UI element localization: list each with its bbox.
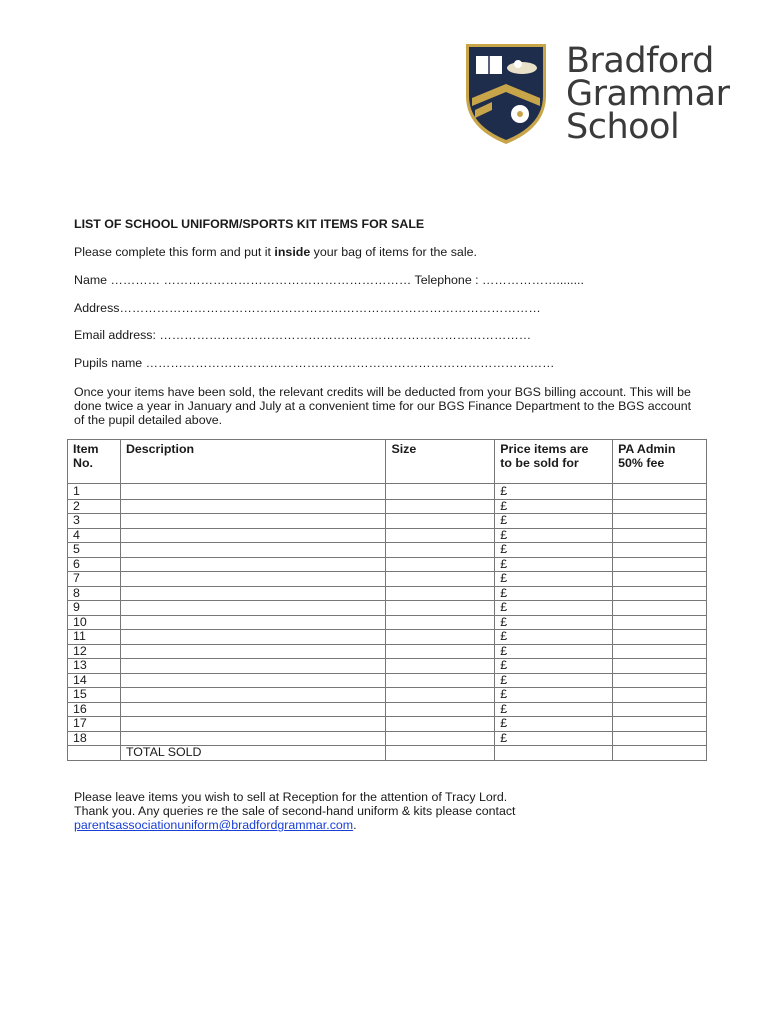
header-description: Description (120, 440, 386, 484)
crest-horn-icon (507, 62, 537, 74)
item-number-cell: 13 (68, 659, 121, 674)
description-cell[interactable] (120, 514, 386, 529)
price-cell[interactable]: £ (495, 688, 613, 703)
footer-line-2: Thank you. Any queries re the sale of second-hand uniform & kits please contact (74, 804, 516, 819)
price-cell[interactable]: £ (495, 615, 613, 630)
header-size: Size (386, 440, 495, 484)
description-cell[interactable] (120, 688, 386, 703)
header-admin-fee: PA Admin 50% fee (613, 440, 707, 484)
admin-fee-cell[interactable] (613, 528, 707, 543)
total-empty-cell (68, 746, 121, 761)
size-cell[interactable] (386, 630, 495, 645)
price-cell[interactable]: £ (495, 528, 613, 543)
description-cell[interactable] (120, 659, 386, 674)
table-row (68, 557, 707, 572)
form-instruction (74, 245, 477, 259)
contact-email-link[interactable]: parentsassociationuniform@bradfordgrammar.com (74, 818, 354, 833)
name-telephone-field[interactable]: Name ………… …………………………………………………… Telephone : ………………........ (74, 273, 584, 287)
price-cell[interactable]: £ (495, 673, 613, 688)
total-size-cell (386, 746, 495, 761)
admin-fee-cell[interactable] (613, 644, 707, 659)
item-number-cell: 2 (68, 499, 121, 514)
description-cell[interactable] (120, 673, 386, 688)
credit-note: Once your items have been sold, the relevant credits will be deducted from your BGS billing account. This will be done twice a year in January and July at a convenient time for our BGS Finance Department to the BGS account of the pupil detailed above. (74, 385, 692, 428)
admin-fee-cell[interactable] (613, 630, 707, 645)
item-number-cell: 14 (68, 673, 121, 688)
table-row (68, 543, 707, 558)
email-address-field[interactable]: Email address: ……………………………………………………………………………… (74, 328, 532, 342)
table-row (68, 731, 707, 746)
admin-fee-cell[interactable] (613, 688, 707, 703)
item-number-cell: 3 (68, 514, 121, 529)
item-number-cell: 10 (68, 615, 121, 630)
table-row (68, 601, 707, 616)
description-cell[interactable] (120, 644, 386, 659)
description-cell[interactable] (120, 615, 386, 630)
admin-fee-cell[interactable] (613, 557, 707, 572)
price-cell[interactable]: £ (495, 644, 613, 659)
description-cell[interactable] (120, 499, 386, 514)
brand-line-bradford: Bradford (566, 41, 714, 81)
item-number-cell: 16 (68, 702, 121, 717)
price-cell[interactable]: £ (495, 484, 613, 500)
footer-line-1: Please leave items you wish to sell at Reception for the attention of Tracy Lord. (74, 790, 508, 804)
admin-fee-cell[interactable] (613, 702, 707, 717)
admin-fee-cell[interactable] (613, 673, 707, 688)
price-cell[interactable]: £ (495, 630, 613, 645)
total-admin-cell (613, 746, 707, 761)
item-number-cell: 4 (68, 528, 121, 543)
table-row (68, 688, 707, 703)
price-cell[interactable]: £ (495, 731, 613, 746)
table-row (68, 484, 707, 500)
size-cell[interactable] (386, 644, 495, 659)
total-label-cell: TOTAL SOLD (120, 746, 386, 761)
table-row (68, 659, 707, 674)
price-cell[interactable]: £ (495, 514, 613, 529)
table-row (68, 644, 707, 659)
admin-fee-cell[interactable] (613, 514, 707, 529)
table-header-row (68, 440, 707, 484)
instruction-text-end: your bag of items for the sale. (310, 245, 477, 259)
size-cell[interactable] (386, 514, 495, 529)
price-cell[interactable]: £ (495, 702, 613, 717)
form-title: LIST OF SCHOOL UNIFORM/SPORTS KIT ITEMS FOR SALE (74, 217, 425, 231)
item-number-cell: 9 (68, 601, 121, 616)
admin-fee-cell[interactable] (613, 484, 707, 500)
item-number-cell: 1 (68, 484, 121, 500)
table-row (68, 630, 707, 645)
item-number-cell: 12 (68, 644, 121, 659)
size-cell[interactable] (386, 731, 495, 746)
table-row (68, 514, 707, 529)
table-row (68, 702, 707, 717)
table-row (68, 717, 707, 732)
price-cell[interactable]: £ (495, 543, 613, 558)
address-field[interactable]: Address………………………………………………………………………………………… (74, 301, 541, 315)
description-cell[interactable] (120, 528, 386, 543)
size-cell[interactable] (386, 702, 495, 717)
pupil-name-field[interactable]: Pupils name ……………………………………………………………………………………… (74, 356, 555, 370)
item-number-cell: 17 (68, 717, 121, 732)
item-number-cell: 7 (68, 572, 121, 587)
admin-fee-cell[interactable] (613, 659, 707, 674)
price-cell[interactable]: £ (495, 717, 613, 732)
price-cell[interactable]: £ (495, 586, 613, 601)
table-row (68, 499, 707, 514)
size-cell[interactable] (386, 572, 495, 587)
admin-fee-cell[interactable] (613, 731, 707, 746)
item-number-cell: 18 (68, 731, 121, 746)
item-number-cell: 5 (68, 543, 121, 558)
instruction-text: Please complete this form and put it (74, 245, 275, 259)
description-cell[interactable] (120, 484, 386, 500)
item-number-cell: 11 (68, 630, 121, 645)
size-cell[interactable] (386, 601, 495, 616)
admin-fee-cell[interactable] (613, 572, 707, 587)
description-cell[interactable] (120, 702, 386, 717)
admin-fee-cell[interactable] (613, 717, 707, 732)
size-cell[interactable] (386, 615, 495, 630)
description-cell[interactable] (120, 717, 386, 732)
admin-fee-cell[interactable] (613, 601, 707, 616)
size-cell[interactable] (386, 557, 495, 572)
size-cell[interactable] (386, 586, 495, 601)
total-price-cell (495, 746, 613, 761)
price-cell[interactable]: £ (495, 601, 613, 616)
description-cell[interactable] (120, 572, 386, 587)
header-item-no: Item No. (68, 440, 121, 484)
description-cell[interactable] (120, 543, 386, 558)
instruction-emphasis: inside (274, 245, 311, 259)
admin-fee-cell[interactable] (613, 586, 707, 601)
admin-fee-cell[interactable] (613, 615, 707, 630)
size-cell[interactable] (386, 717, 495, 732)
price-cell[interactable]: £ (495, 659, 613, 674)
size-cell[interactable] (386, 499, 495, 514)
table-row (68, 615, 707, 630)
description-cell[interactable] (120, 630, 386, 645)
table-row (68, 673, 707, 688)
header-price: Price items are to be sold for (495, 440, 613, 484)
description-cell[interactable] (120, 731, 386, 746)
brand-line-grammar: Grammar (566, 74, 730, 114)
table-row (68, 572, 707, 587)
description-cell[interactable] (120, 557, 386, 572)
size-cell[interactable] (386, 528, 495, 543)
total-row (68, 746, 707, 761)
item-number-cell: 8 (68, 586, 121, 601)
item-number-cell: 6 (68, 557, 121, 572)
admin-fee-cell[interactable] (613, 499, 707, 514)
items-table (67, 439, 707, 761)
size-cell[interactable] (386, 659, 495, 674)
price-cell[interactable]: £ (495, 499, 613, 514)
footer-note: Please leave items you wish to sell at Reception for the attention of Tracy Lord. Thank you. Any queries re the sale of second-hand uniform & kits please contact parentsassociationuniform@bradfordgrammar.com. (74, 790, 516, 833)
size-cell[interactable] (386, 688, 495, 703)
item-number-cell: 15 (68, 688, 121, 703)
price-cell[interactable]: £ (495, 572, 613, 587)
table-row (68, 586, 707, 601)
price-cell[interactable]: £ (495, 557, 613, 572)
table-row (68, 528, 707, 543)
description-cell[interactable] (120, 586, 386, 601)
brand-line-school: School (566, 107, 680, 147)
description-cell[interactable] (120, 601, 386, 616)
size-cell[interactable] (386, 484, 495, 500)
size-cell[interactable] (386, 673, 495, 688)
size-cell[interactable] (386, 543, 495, 558)
admin-fee-cell[interactable] (613, 543, 707, 558)
